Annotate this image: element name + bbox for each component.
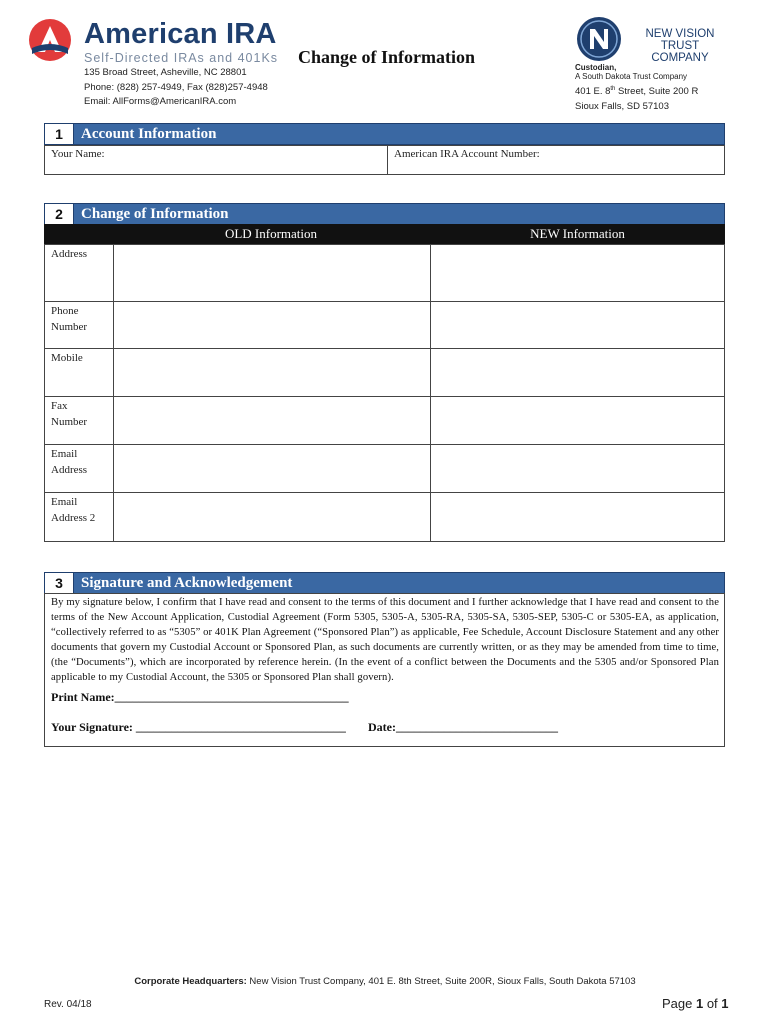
change-row-label-line1: Mobile (51, 352, 83, 364)
company-phone: Phone: (828) 257-4949, Fax (828)257-4948 (84, 82, 268, 93)
section2-number: 2 (45, 204, 74, 224)
change-row-label-line1: Address (51, 248, 88, 260)
change-row-label-cell (44, 492, 114, 542)
new-info-field[interactable] (430, 244, 725, 302)
custodian-addr-pre: 401 E. 8 (575, 86, 611, 98)
page-number (662, 996, 729, 1011)
new-info-field[interactable] (430, 444, 725, 493)
change-row-label-cell (44, 444, 114, 493)
change-row-label-line1: Fax (51, 400, 68, 412)
custodian-name-line1: NEW VISION TRUST (645, 28, 715, 52)
section2-title: Change of Information (81, 206, 229, 222)
section3-number: 3 (45, 573, 74, 593)
change-row-label-cell (44, 348, 114, 397)
page-total: 1 (721, 996, 729, 1011)
change-row-label-line1: Phone (51, 305, 79, 317)
footer-headquarters (0, 976, 770, 987)
new-info-field[interactable] (430, 396, 725, 445)
company-address: 135 Broad Street, Asheville, NC 28801 (84, 67, 247, 78)
page-mid: of (703, 996, 722, 1011)
section2-header (44, 203, 725, 225)
change-row-label-line1: Email (51, 448, 78, 460)
date-field[interactable]: Date:___________________________ (368, 720, 558, 734)
change-row-label-line2: Address (51, 464, 88, 476)
custodian-name-line2: COMPANY (651, 52, 709, 64)
new-info-field[interactable] (430, 348, 725, 397)
new-vision-logo-icon (576, 16, 622, 62)
old-info-field[interactable] (113, 348, 431, 397)
old-info-column-header: OLD Information (224, 226, 318, 241)
change-row-label (51, 246, 87, 262)
page-current: 1 (695, 996, 704, 1011)
hq-label: Corporate Headquarters: (134, 976, 247, 987)
change-row-label-line1: Email (51, 496, 78, 508)
custodian-label-block (575, 63, 687, 81)
custodian-name (628, 28, 732, 64)
change-row-label-line2: Address 2 (51, 512, 96, 524)
custodian-label: Custodian, (575, 63, 617, 72)
custodian-addr-post: Street, Suite 200 R (615, 86, 699, 98)
old-info-field[interactable] (113, 301, 431, 349)
change-row-label-cell (44, 244, 114, 302)
old-info-field[interactable] (113, 244, 431, 302)
custodian-addr-sup: th (610, 86, 616, 92)
change-row-label-cell (44, 396, 114, 445)
new-info-field[interactable] (430, 301, 725, 349)
custodian-address (575, 86, 698, 97)
change-row-label-line2: Number (51, 416, 88, 428)
section1-title: Account Information (81, 126, 217, 142)
section1-header (44, 123, 725, 145)
hq-text: New Vision Trust Company, 401 E. 8th Street, Suite 200R, Sioux Falls, South Dakota 57103 (246, 976, 636, 987)
account-number-field[interactable] (387, 145, 725, 175)
your-name-field[interactable] (44, 145, 388, 175)
change-row-label (51, 350, 83, 366)
change-table-header (44, 224, 725, 244)
section1-number: 1 (45, 124, 74, 144)
page-title: Change of Information (298, 47, 476, 67)
change-row-label (51, 494, 95, 526)
american-ira-logo-icon (28, 18, 72, 62)
section3-header (44, 572, 725, 594)
page-pre: Page (662, 996, 696, 1011)
custodian-sub: A South Dakota Trust Company (575, 72, 688, 81)
old-info-field[interactable] (113, 396, 431, 445)
custodian-city: Sioux Falls, SD 57103 (575, 101, 669, 112)
change-row-label (51, 398, 87, 430)
revision-label: Rev. 04/18 (44, 999, 92, 1010)
new-info-column-header: NEW Information (530, 226, 625, 241)
your-name-label: Your Name: (51, 148, 105, 160)
change-row-label (51, 303, 87, 335)
company-email: Email: AllForms@AmericanIRA.com (84, 96, 237, 107)
change-row-label-cell (44, 301, 114, 349)
brand-name: American IRA (84, 18, 277, 50)
old-info-field[interactable] (113, 492, 431, 542)
section3-title: Signature and Acknowledgement (81, 575, 293, 591)
print-name-field[interactable]: Print Name:_______________________________________ (51, 690, 349, 704)
new-info-field[interactable] (430, 492, 725, 542)
change-row-label-line2: Number (51, 321, 88, 333)
change-row-label (51, 446, 87, 478)
old-info-field[interactable] (113, 444, 431, 493)
brand-tagline: Self-Directed IRAs and 401Ks (84, 51, 279, 65)
signature-field[interactable]: Your Signature: ___________________________________ (51, 720, 346, 734)
account-number-label: American IRA Account Number: (394, 148, 540, 160)
acknowledgement-text: By my signature below, I confirm that I have read and consent to the terms of this document and I further acknowledge that I have read and consent to the terms of the New Account Application, Custodial Agreement (Form 5305, 5305-A, 5305-RA, 5305-SA, 5305-SEP, 5305-C or 5305-EA, as application, “collectively referred to as “5305” or 401K Plan Agreement (“Sponsored Plan”) as applicable, Fee Schedule, Account Disclosure Statement and any other documents that govern my Custodial Account or Sponsored Plan, as such documents are currently written, or as they may be amended from time to time, (the “Documents”), which are incorporated by reference herein. (In the event of a conflict between the Documents and the 5305 and/or Sponsored Plan applicable to my Custodial Account, the 5305 or Sponsored Plan shall govern). (51, 597, 719, 683)
